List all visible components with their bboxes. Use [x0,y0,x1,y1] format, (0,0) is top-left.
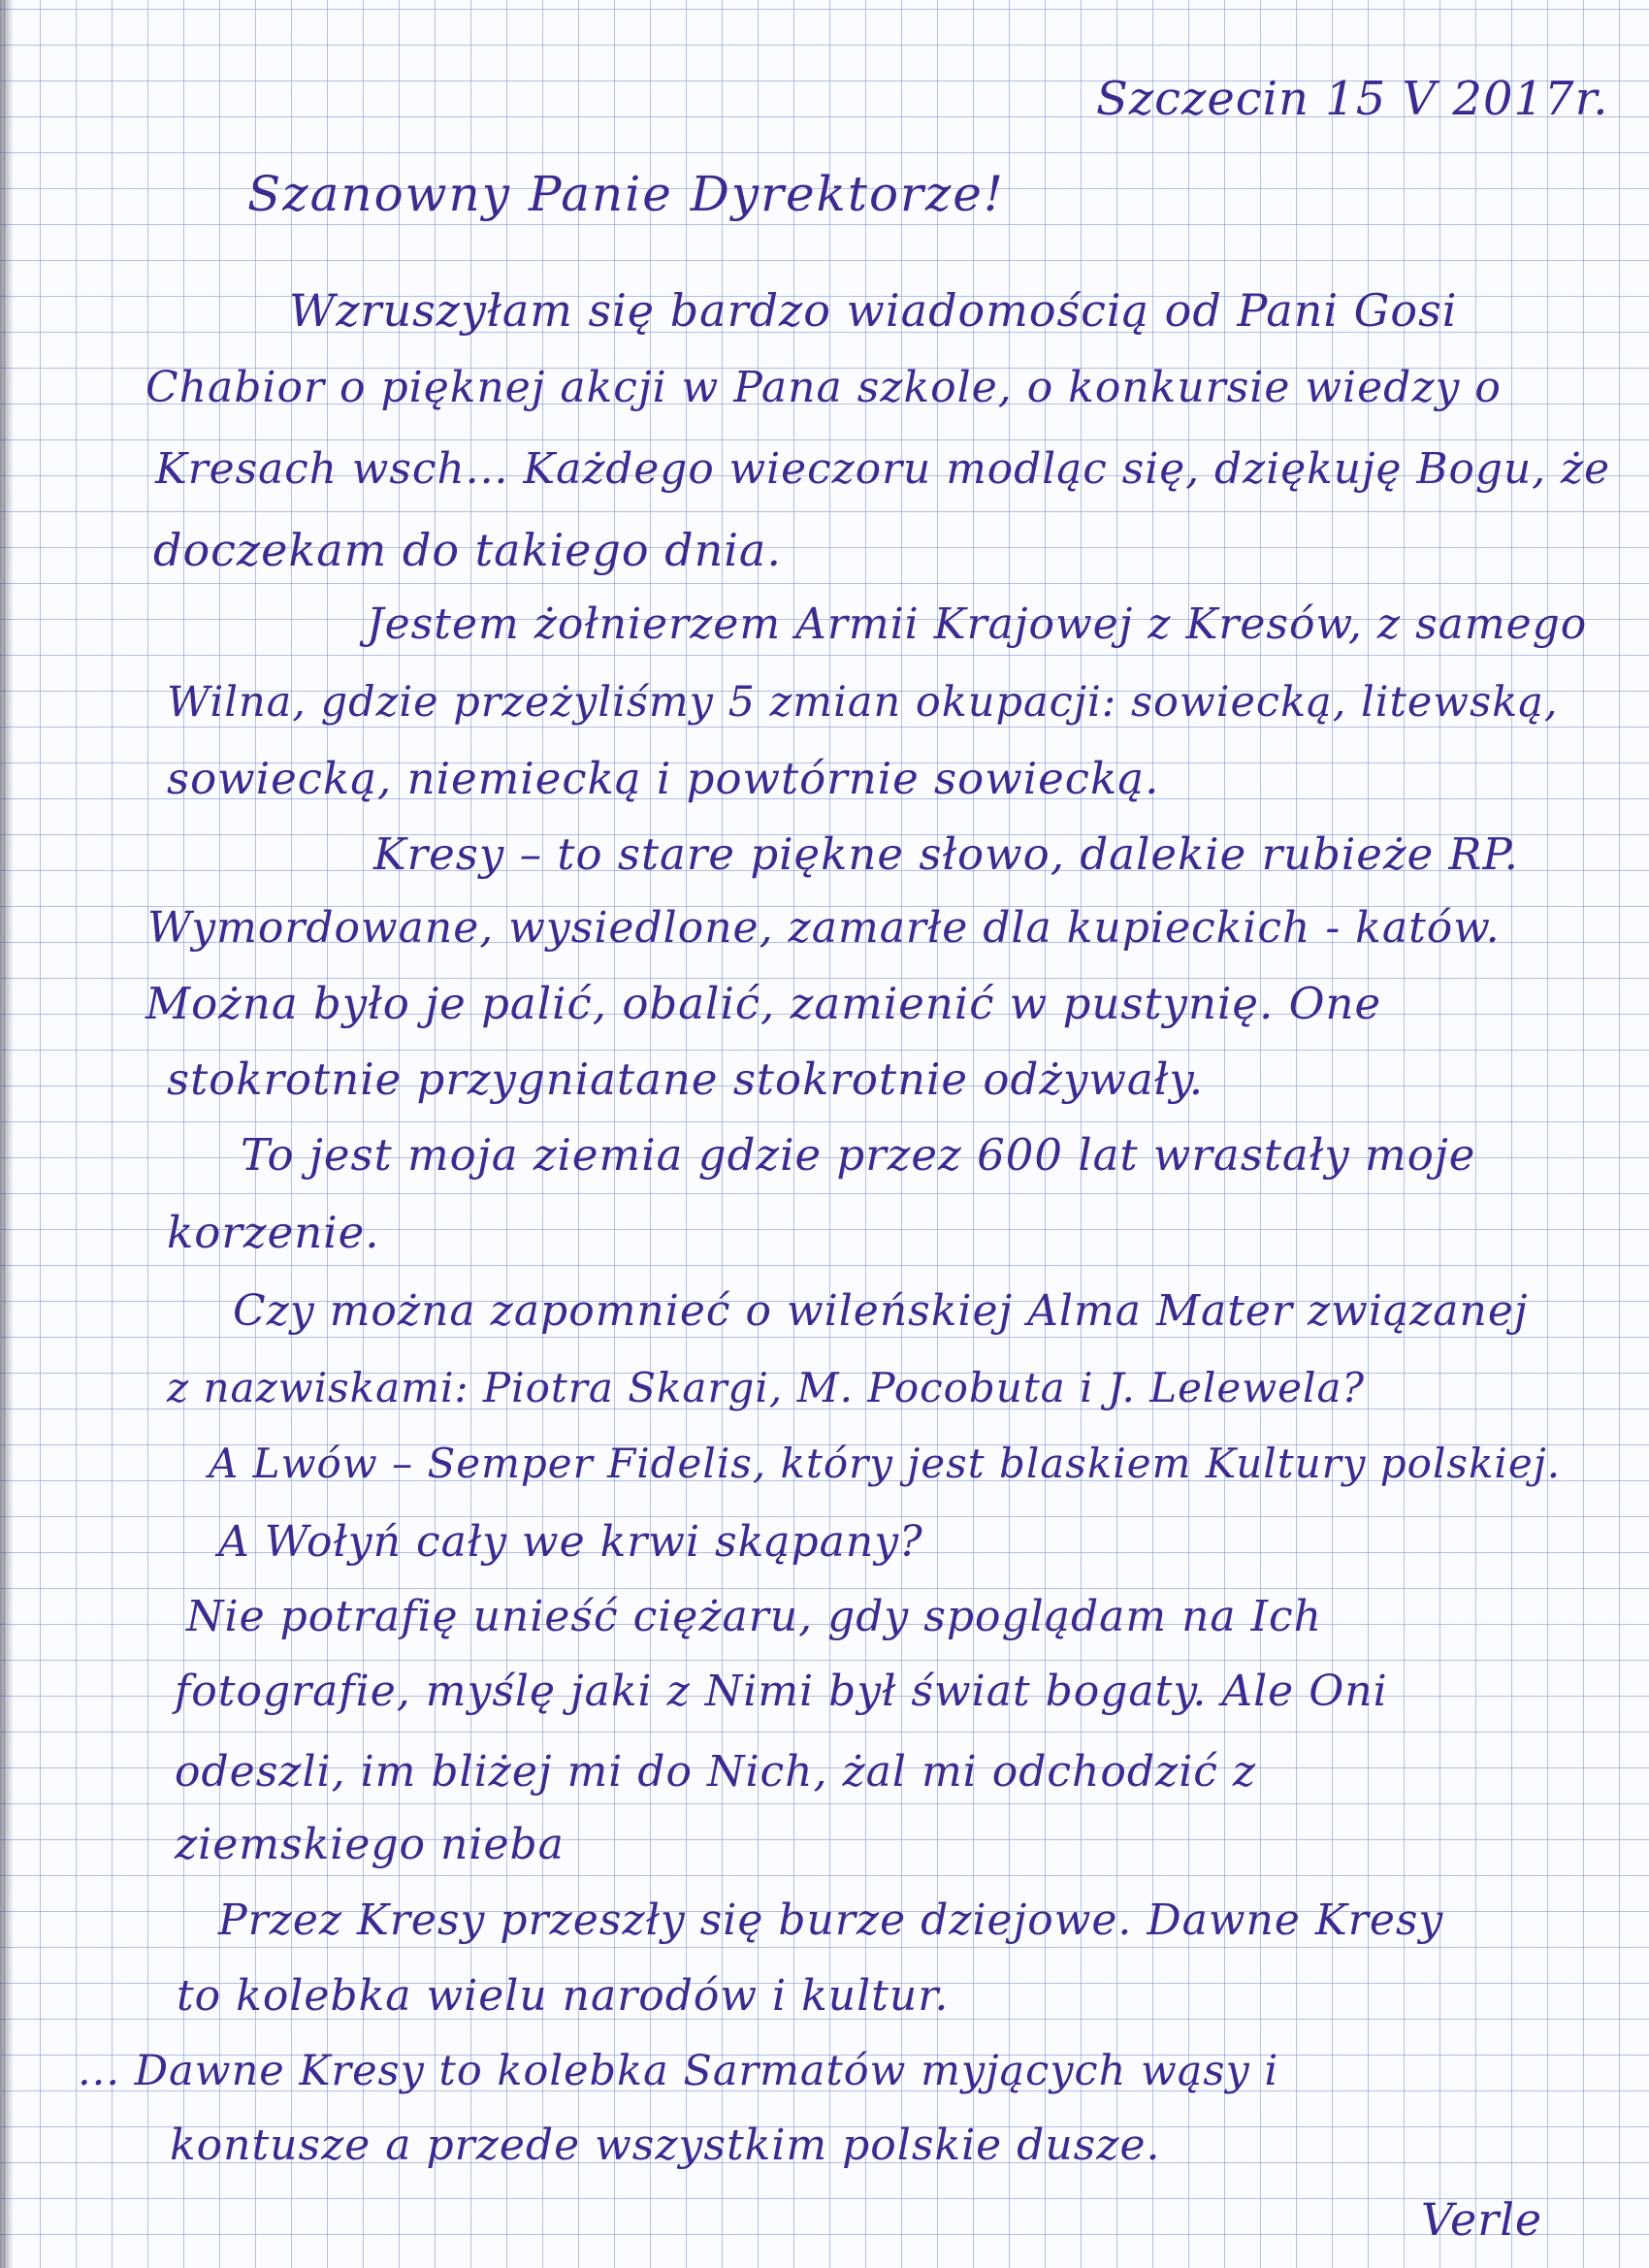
letter-line: Czy można zapomnieć o wileńskiej Alma Mater związanej [233,1286,1529,1336]
letter-line: to kolebka wielu narodów i kultur. [177,1971,950,2021]
letter-line: korzenie. [167,1207,380,1258]
letter-line: Wilna, gdzie przeżyliśmy 5 zmian okupacji: sowiecką, litewską, [167,678,1559,727]
letter-line: A Lwów – Semper Fidelis, który jest blaskiem Kultury polskiej. [209,1440,1562,1487]
signature: Verle [1421,2193,1543,2246]
letter-line: A Wołyń cały we krwi skąpany? [218,1517,923,1567]
letter-line: sowiecką, niemiecką i powtórnie sowiecką. [167,753,1160,804]
letter-line: To jest moja ziemia gdzie przez 600 lat wrastały moje [241,1129,1476,1181]
greeting: Szanowny Panie Dyrektorze! [247,166,1005,222]
letter-line: doczekam do takiego dnia. [153,524,782,576]
letter-line: kontusze a przede wszystkim polskie dusze. [170,2121,1161,2170]
letter-line: ziemskiego nieba [175,1820,565,1869]
letter-line: z nazwiskami: Piotra Skargi, M. Pocobuta i J. Lelewela? [167,1364,1366,1411]
letter-line: odeszli, im bliżej mi do Nich, żal mi odchodzić z [175,1747,1257,1797]
scan-edge [0,0,14,2268]
letter-line: Nie potrafię unieść ciężaru, gdy spoglądam na Ich [186,1592,1322,1641]
letter-line: fotografie, myślę jaki z Nimi był świat bogaty. Ale Oni [175,1667,1388,1716]
letter-line: Wymordowane, wysiedlone, zamarłe dla kupieckich - katów. [147,903,1501,953]
letter-line: Jestem żołnierzem Armii Krajowej z Kresów, z samego [367,599,1588,649]
letter-line: stokrotnie przygniatane stokrotnie odżywały. [167,1053,1205,1105]
letter-line: ... Dawne Kresy to kolebka Sarmatów myjących wąsy i [78,2047,1279,2095]
letter-line: Przez Kresy przeszły się burze dziejowe. Dawne Kresy [218,1895,1444,1945]
place-date: Szczecin 15 V 2017r. [1096,72,1609,126]
letter-line: Chabior o pięknej akcji w Pana szkole, o konkursie wiedzy o [146,363,1502,412]
letter-line: Wzruszyłam się bardzo wiadomością od Pani Gosi [289,284,1458,337]
letter-line: Można było je palić, obalić, zamienić w pustynię. One [146,978,1382,1029]
letter-line: Kresy – to stare piękne słowo, dalekie rubieże RP. [373,828,1519,880]
letter-line: Kresach wsch... Każdego wieczoru modląc się, dziękuję Bogu, że [155,444,1611,494]
